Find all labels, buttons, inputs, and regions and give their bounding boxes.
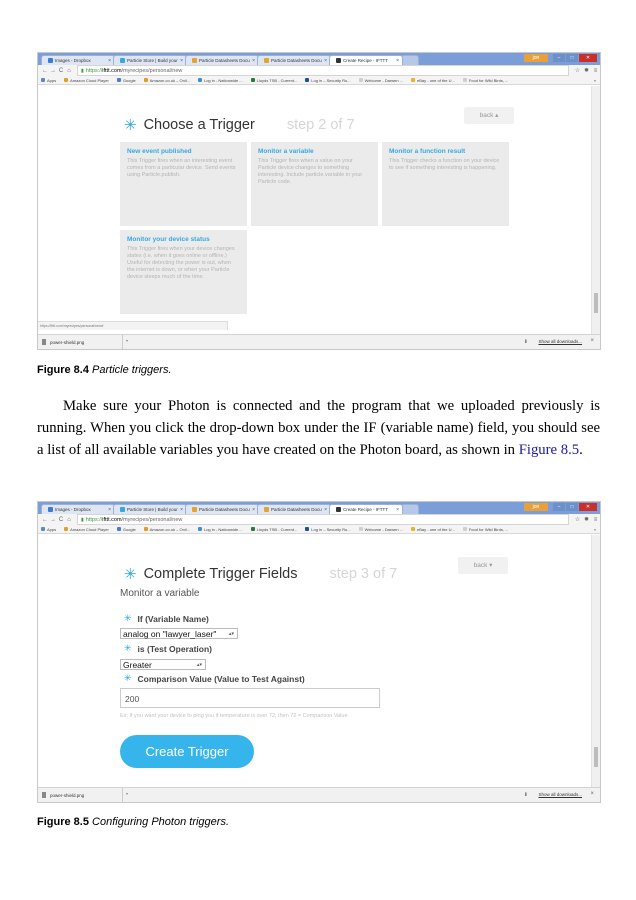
bookmark-item[interactable]: [251, 78, 298, 83]
close-icon[interactable]: ×: [396, 507, 399, 513]
bookmark-label: Lloyds TSB - Current...: [256, 526, 298, 532]
window-controls: [524, 503, 597, 511]
bookmark-item[interactable]: [41, 527, 56, 532]
tab-favicon-icon: [336, 58, 341, 63]
figure-number: Figure 8.5: [37, 816, 89, 828]
test-operation-select[interactable]: [120, 659, 206, 670]
browser-tab[interactable]: [185, 55, 259, 65]
close-icon[interactable]: ×: [590, 791, 594, 797]
bookmark-label: Food for Wild Birds, ...: [468, 77, 509, 83]
profile-button[interactable]: jon: [524, 503, 548, 511]
bookmark-favicon-icon: [411, 527, 415, 531]
trigger-card-title: Monitor your device status: [127, 236, 210, 243]
close-icon[interactable]: ×: [108, 58, 111, 64]
scrollbar[interactable]: [591, 535, 600, 787]
trigger-card-description: This Trigger fires when an interesting event comes from a particular device. Send events using Particle.publish.: [127, 158, 236, 178]
trigger-card[interactable]: [120, 142, 247, 226]
menu-icon[interactable]: ≡: [593, 516, 598, 523]
url-input[interactable]: [77, 514, 569, 525]
close-icon[interactable]: ×: [324, 507, 327, 513]
close-icon[interactable]: ×: [324, 58, 327, 64]
tab-label: Particle Datasheets Docu: [271, 58, 322, 63]
url-scheme: https://: [85, 67, 103, 74]
page-title: [124, 565, 397, 583]
tab-label: Create Recipe - IFTTT: [343, 58, 389, 63]
tab-label: Particle Store | Build your: [127, 58, 178, 63]
browser-tab-active[interactable]: [329, 504, 403, 514]
reload-icon[interactable]: C: [58, 67, 64, 74]
tab-favicon-icon: [120, 58, 125, 63]
bookmark-item[interactable]: [463, 78, 509, 83]
scrollbar-thumb[interactable]: [594, 747, 598, 767]
close-window-button[interactable]: ✕: [579, 54, 597, 62]
browser-tab[interactable]: [257, 55, 331, 65]
back-arrow-icon[interactable]: ←: [42, 516, 48, 523]
browser-tab[interactable]: [257, 504, 331, 514]
browser-tab-bar: [38, 502, 600, 514]
back-button[interactable]: back ▴: [464, 107, 514, 124]
star-icon[interactable]: ☆: [574, 68, 581, 74]
bookmark-favicon-icon: [411, 78, 415, 82]
channel-subtitle: Monitor a variable: [120, 588, 200, 599]
lock-icon: ▮: [81, 67, 84, 74]
new-tab-button[interactable]: [401, 55, 419, 65]
bookmark-favicon-icon: [144, 527, 148, 531]
chevron-down-icon[interactable]: ▾: [126, 338, 129, 343]
bookmark-label: Welcome - Darwen ...: [364, 526, 404, 532]
bookmark-item[interactable]: [144, 78, 190, 83]
figure-caption-text: Particle triggers.: [92, 364, 172, 376]
close-icon[interactable]: ×: [180, 58, 183, 64]
bookmark-favicon-icon: [251, 527, 255, 531]
tab-label: Images - Dropbox: [55, 507, 91, 512]
bookmark-label: Lloyds TSB - Current...: [256, 77, 298, 83]
tab-favicon-icon: [192, 507, 197, 512]
figure-reference-link[interactable]: Figure 8.5: [518, 442, 580, 458]
tab-favicon-icon: [120, 507, 125, 512]
new-tab-button[interactable]: [401, 504, 419, 514]
figure-caption: [37, 364, 172, 376]
url-input[interactable]: [77, 65, 569, 76]
asterisk-icon: ✳: [124, 673, 132, 683]
bookmark-label: Amazon.co.uk – Onli...: [149, 77, 190, 83]
tab-label: Particle Datasheets Docu: [199, 507, 250, 512]
page-content: [38, 535, 600, 787]
minimize-button[interactable]: –: [553, 503, 565, 511]
download-bar: [38, 334, 600, 349]
profile-button[interactable]: jon: [524, 54, 548, 62]
download-filename: power-shield.png: [50, 339, 85, 345]
close-icon[interactable]: ×: [180, 507, 183, 513]
tab-label: Create Recipe - IFTTT: [343, 507, 389, 512]
field-label: [124, 643, 212, 654]
bookmark-favicon-icon: [64, 78, 68, 82]
download-icon: ⬇: [523, 339, 528, 345]
tab-label: Particle Store | Build your: [127, 507, 178, 512]
screenshot-trigger-fields: [37, 501, 601, 803]
bookmark-favicon-icon: [359, 78, 363, 82]
close-icon[interactable]: ×: [590, 338, 594, 344]
bookmarks-overflow-button[interactable]: »: [593, 77, 596, 83]
trigger-card[interactable]: [251, 142, 378, 226]
trigger-card-description: This Trigger fires when your device changes states (i.e. when it goes online or offline.) Useful for detecting the power is out, when the internet is down, or when your Particle device sleeps much of the time.: [127, 246, 235, 280]
bookmark-label: Amazon Cloud Player: [70, 77, 109, 83]
field-label: [124, 613, 209, 624]
back-arrow-icon[interactable]: ←: [42, 67, 48, 74]
asterisk-icon: ✳: [124, 566, 137, 583]
bookmark-item[interactable]: [463, 527, 509, 532]
close-icon[interactable]: ×: [108, 507, 111, 513]
url-path: /myrecipes/personal/new: [121, 67, 183, 74]
figure-caption-text: Configuring Photon triggers.: [92, 816, 229, 828]
url-scheme: https://: [85, 516, 103, 523]
bookmark-item[interactable]: [198, 527, 243, 532]
trigger-card-title: Monitor a function result: [389, 148, 466, 155]
reload-icon[interactable]: C: [58, 516, 64, 523]
trigger-card-description: This Trigger fires when a value on your Particle device changes to something interesting. Include particle.variable in your Particle code.: [258, 158, 363, 185]
tab-label: Particle Datasheets Docu: [271, 507, 322, 512]
figure-caption: [37, 816, 229, 828]
url-path: /myrecipes/personal/new: [121, 516, 183, 523]
asterisk-icon: ✳: [124, 117, 137, 134]
tab-favicon-icon: [264, 507, 269, 512]
bookmark-item[interactable]: [411, 78, 455, 83]
figure-number: Figure 8.4: [37, 364, 89, 376]
chevron-down-icon: ▴▾: [196, 662, 202, 668]
bookmark-label: Amazon.co.uk – Onli...: [149, 526, 190, 532]
select-value: Greater: [123, 660, 152, 670]
address-bar-row: [38, 65, 600, 76]
bookmark-item[interactable]: [411, 527, 455, 532]
bookmarks-bar: [38, 525, 600, 534]
bookmark-favicon-icon: [305, 527, 309, 531]
forward-arrow-icon[interactable]: →: [50, 516, 56, 523]
apps-icon: [41, 527, 45, 531]
asterisk-icon: ✳: [124, 643, 132, 653]
page-title-text: Complete Trigger Fields: [143, 566, 298, 582]
bookmark-favicon-icon: [463, 527, 467, 531]
bookmark-label: Log in - Nationwide ...: [203, 77, 243, 83]
step-indicator: step 2 of 7: [286, 117, 355, 133]
field-label: [124, 673, 305, 684]
close-icon[interactable]: ×: [252, 58, 255, 64]
bookmark-item[interactable]: [305, 527, 350, 532]
bookmark-label: Welcome - Darwen ...: [364, 77, 404, 83]
bookmark-favicon-icon: [198, 78, 202, 82]
home-icon[interactable]: ⌂: [67, 67, 71, 74]
tab-label: Particle Datasheets Docu: [199, 58, 250, 63]
url-domain: ifttt.com: [102, 516, 122, 523]
bookmark-item[interactable]: [359, 78, 403, 83]
gear-icon[interactable]: ✹: [583, 517, 590, 523]
browser-tab[interactable]: [113, 55, 187, 65]
bookmark-label: eBay - one of the U...: [417, 526, 455, 532]
tab-favicon-icon: [336, 507, 341, 512]
bookmark-favicon-icon: [463, 78, 467, 82]
star-icon[interactable]: ☆: [574, 517, 581, 523]
scrollbar[interactable]: [591, 86, 600, 334]
scrollbar-thumb[interactable]: [594, 293, 598, 313]
page-title: [124, 116, 355, 134]
browser-tab[interactable]: [41, 504, 115, 514]
download-filename: power-shield.png: [50, 792, 85, 798]
variable-name-select[interactable]: [120, 628, 238, 639]
bookmark-favicon-icon: [305, 78, 309, 82]
gear-icon[interactable]: ✹: [583, 68, 590, 74]
bookmark-favicon-icon: [117, 78, 121, 82]
maximize-button[interactable]: □: [566, 503, 578, 511]
body-paragraph: [37, 395, 600, 461]
bookmark-label: Apps: [47, 526, 57, 532]
browser-tab[interactable]: [41, 55, 115, 65]
browser-tab[interactable]: [113, 504, 187, 514]
paragraph-end: .: [579, 442, 583, 458]
page-title-text: Choose a Trigger: [143, 117, 255, 133]
select-value: analog on "lawyer_laser": [123, 629, 217, 639]
download-item[interactable]: [42, 335, 123, 349]
trigger-card-description: This Trigger checks a function on your device to see if something interesting is happening.: [389, 158, 500, 171]
field-label-text: If (Variable Name): [137, 613, 209, 624]
close-icon[interactable]: ×: [252, 507, 255, 513]
field-label-text: Comparison Value (Value to Test Against): [137, 673, 305, 684]
bookmark-favicon-icon: [359, 527, 363, 531]
bookmark-label: Amazon Cloud Player: [70, 526, 109, 532]
tab-favicon-icon: [48, 507, 53, 512]
screenshot-particle-triggers: [37, 52, 601, 350]
trigger-card[interactable]: [120, 230, 247, 314]
tab-favicon-icon: [48, 58, 53, 63]
trigger-card-title: Monitor a variable: [258, 148, 314, 155]
bookmark-item[interactable]: [251, 527, 298, 532]
step-indicator: step 3 of 7: [329, 566, 398, 582]
bookmark-label: Log in – Security Ru...: [311, 526, 351, 532]
bookmark-item[interactable]: [41, 78, 56, 83]
browser-tab[interactable]: [185, 504, 259, 514]
close-window-button[interactable]: ✕: [579, 503, 597, 511]
tab-favicon-icon: [264, 58, 269, 63]
bookmark-label: Apps: [47, 77, 57, 83]
tab-label: Images - Dropbox: [55, 58, 91, 63]
trigger-card[interactable]: [382, 142, 509, 226]
bookmark-favicon-icon: [64, 527, 68, 531]
status-bar-url: https://ifttt.com/myrecipes/personal/new#: [38, 321, 228, 330]
apps-icon: [41, 78, 45, 82]
bookmark-favicon-icon: [251, 78, 255, 82]
minimize-button[interactable]: –: [553, 54, 565, 62]
trigger-card-title: New event published: [127, 148, 192, 155]
bookmark-item[interactable]: [144, 527, 190, 532]
browser-tab-bar: [38, 53, 600, 65]
window-controls: [524, 54, 597, 62]
close-icon[interactable]: ×: [396, 58, 399, 64]
comparison-value-input[interactable]: 200: [120, 688, 380, 708]
bookmark-label: Google: [122, 526, 136, 532]
bookmark-label: Log in – Security Ru...: [311, 77, 351, 83]
back-button[interactable]: back ▾: [458, 557, 508, 574]
home-icon[interactable]: ⌂: [67, 516, 71, 523]
field-hint: Ex: If you want your device to ping you if temperature is over 72; then 72 = Comparison Value: [120, 713, 348, 719]
bookmark-item[interactable]: [64, 78, 109, 83]
bookmark-favicon-icon: [198, 527, 202, 531]
create-trigger-button[interactable]: Create Trigger: [120, 735, 254, 768]
lock-icon: ▮: [81, 516, 84, 523]
bookmark-item[interactable]: [198, 78, 243, 83]
file-icon: [42, 339, 46, 345]
bookmark-item[interactable]: [64, 527, 109, 532]
bookmark-favicon-icon: [117, 527, 121, 531]
bookmark-label: Food for Wild Birds, ...: [468, 526, 509, 532]
bookmark-label: Google: [122, 77, 136, 83]
browser-tab-active[interactable]: [329, 55, 403, 65]
menu-icon[interactable]: ≡: [593, 67, 598, 74]
chevron-down-icon[interactable]: ▾: [126, 791, 129, 796]
forward-arrow-icon[interactable]: →: [50, 67, 56, 74]
show-all-downloads-link[interactable]: Show all downloads...: [538, 792, 582, 797]
url-domain: ifttt.com: [102, 67, 122, 74]
download-icon: ⬇: [523, 792, 528, 798]
chevron-down-icon: ▴▾: [228, 631, 234, 637]
bookmark-label: Log in - Nationwide ...: [203, 526, 243, 532]
page-content: [38, 86, 600, 334]
field-label-text: is (Test Operation): [137, 643, 213, 654]
bookmarks-overflow-button[interactable]: »: [593, 526, 596, 532]
download-item[interactable]: [42, 788, 123, 802]
tab-favicon-icon: [192, 58, 197, 63]
file-icon: [42, 792, 46, 798]
paragraph-text: Make sure your Photon is connected and the program that we uploaded previously is running. When you click the drop-down box under the IF (variable name) field, you should see a list of all available variables you have created on the Photon board, as shown in: [37, 398, 600, 458]
bookmark-item[interactable]: [117, 527, 136, 532]
show-all-downloads-link[interactable]: Show all downloads...: [538, 339, 582, 344]
asterisk-icon: ✳: [124, 613, 132, 623]
bookmark-item[interactable]: [359, 527, 403, 532]
bookmark-label: eBay - one of the U...: [417, 77, 455, 83]
bookmark-item[interactable]: [117, 78, 136, 83]
bookmark-favicon-icon: [144, 78, 148, 82]
bookmarks-bar: [38, 76, 600, 85]
maximize-button[interactable]: □: [566, 54, 578, 62]
address-bar-row: [38, 514, 600, 525]
bookmark-item[interactable]: [305, 78, 350, 83]
download-bar: [38, 787, 600, 802]
